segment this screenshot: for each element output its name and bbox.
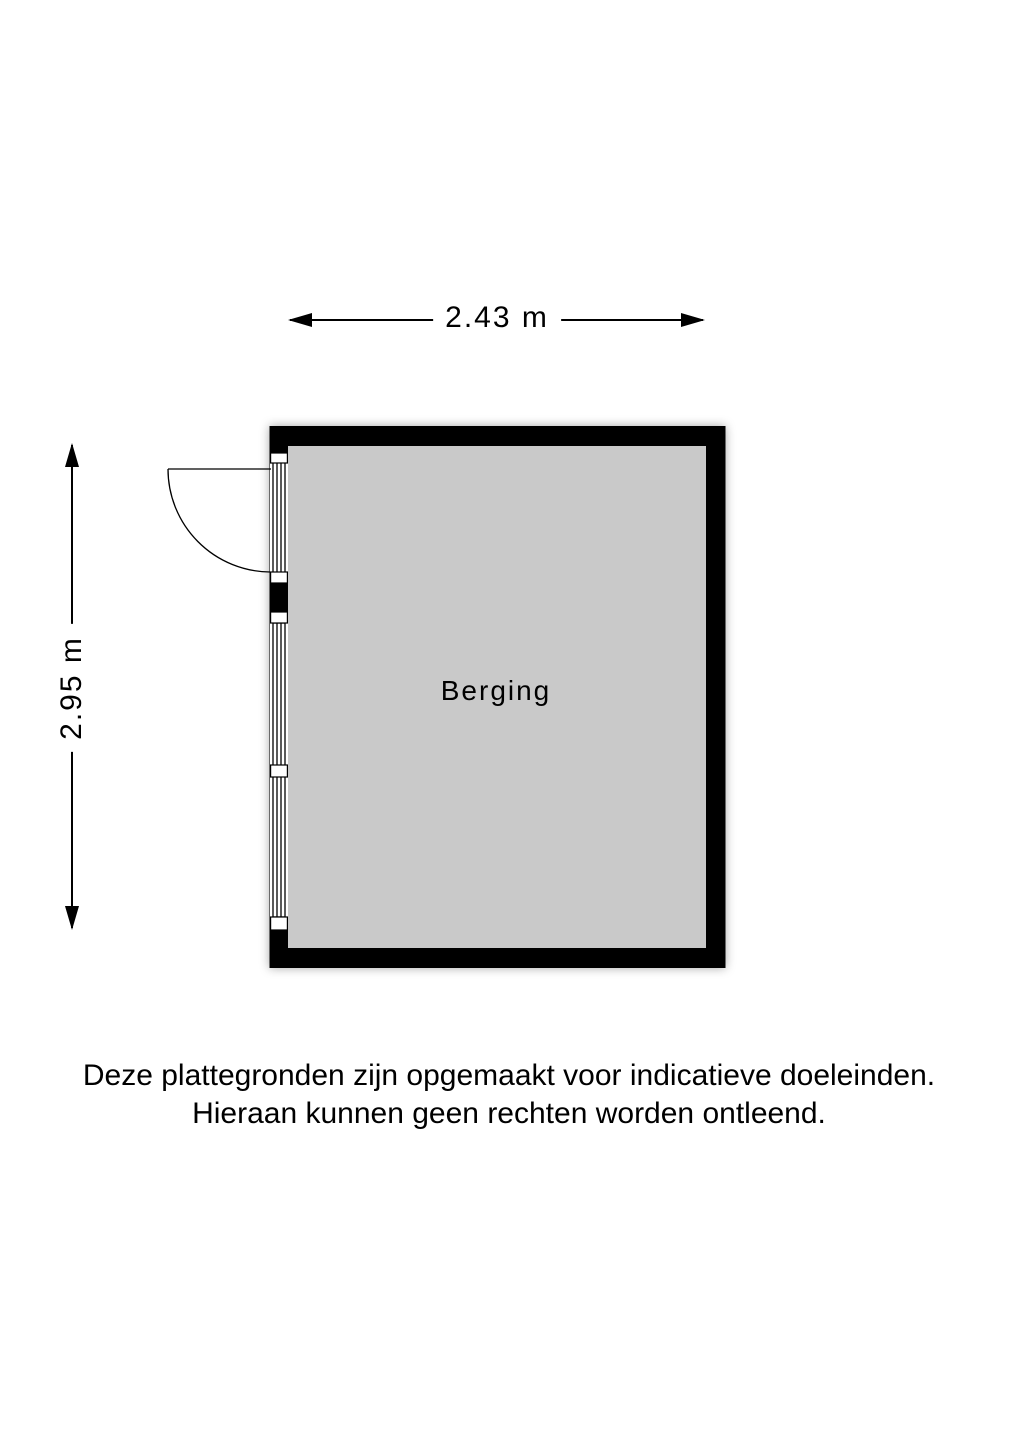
disclaimer-line-1: Deze plattegronden zijn opgemaakt voor indicatieve doeleinden. [82,1059,936,1092]
window-sill-bottom [271,917,288,930]
left-wall-openings [270,453,288,930]
room-name-label: Berging [440,675,552,706]
arrow-right-icon [681,313,705,327]
disclaimer-line-2: Hieraan kunnen geen rechten worden ontleend. [192,1097,826,1130]
door-jamb-bottom [271,572,288,583]
door-swing [168,469,271,572]
arrow-left-icon [288,313,312,327]
door-jamb-top [271,453,288,463]
door-swing-arc [168,469,270,572]
window-sill-top [271,612,288,623]
door-glazing [273,462,285,573]
disclaimer-text [0,1057,1018,1133]
height-dimension-label: 2.95 m [55,624,89,752]
arrow-down-icon [65,906,79,930]
width-dimension-label: 2.43 m [433,301,561,335]
door-glass-frame [273,462,285,573]
window-divider [271,765,288,777]
wall-pier [270,583,288,612]
arrow-up-icon [65,443,79,467]
